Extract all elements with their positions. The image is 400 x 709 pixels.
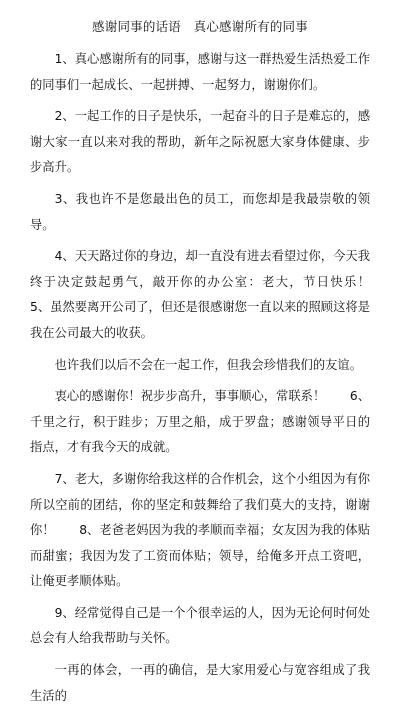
paragraph-8: 9、经常觉得自己是一个个很幸运的人，因为无论何时何处总会有人给我帮助与关怀。 xyxy=(30,605,370,646)
paragraph-6: 衷心的感谢你！祝步步高升，事事顺心，常联系！ 6、千里之行，积于跬步；万里之船，成于罗盘；感谢领导平日的指点，才有我今天的成就。 xyxy=(30,389,370,455)
paragraph-3: 3、我也许不是您最出色的员工，而您却是我最崇敬的领导。 xyxy=(30,191,370,232)
paragraph-5: 也许我们以后不会在一起工作，但我会珍惜我们的友谊。 xyxy=(54,357,363,372)
paragraph-4: 4、天天路过你的身边，却一直没有进去看望过你，今天我终于决定鼓起勇气，敲开你的办公室：老大，节日快乐！ 5、虽然要离开公司了，但还是很感谢您一直以来的照顾这将是我在公司最大的收获。 xyxy=(30,249,395,340)
paragraph-9: 一再的体会，一再的确信，是大家用爱心与宽容组成了我生活的 xyxy=(30,663,370,703)
document-title: 感谢同事的话语 真心感谢所有的同事 xyxy=(92,19,308,34)
paragraph-1: 1、真心感谢所有的同事，感谢与这一群热爱生活热爱工作的同事们一起成长、一起拼搏、一起努力，谢谢你们。 xyxy=(30,52,370,92)
paragraph-7: 7、老大，多谢你给我这样的合作机会，这个小组因为有你所以空前的团结，你的坚定和鼓舞给了我们莫大的支持，谢谢你！ 8、老爸老妈因为我的孝顺而幸福；女友因为我的体贴而甜蜜；我因为发了工资而体贴；领导，给俺多开点工资吧，让俺更孝顺体贴。 xyxy=(30,471,370,589)
paragraph-2: 2、一起工作的日子是快乐，一起奋斗的日子是难忘的，感谢大家一直以来对我的帮助，新年之际祝愿大家身体健康、步步高升。 xyxy=(30,109,370,175)
